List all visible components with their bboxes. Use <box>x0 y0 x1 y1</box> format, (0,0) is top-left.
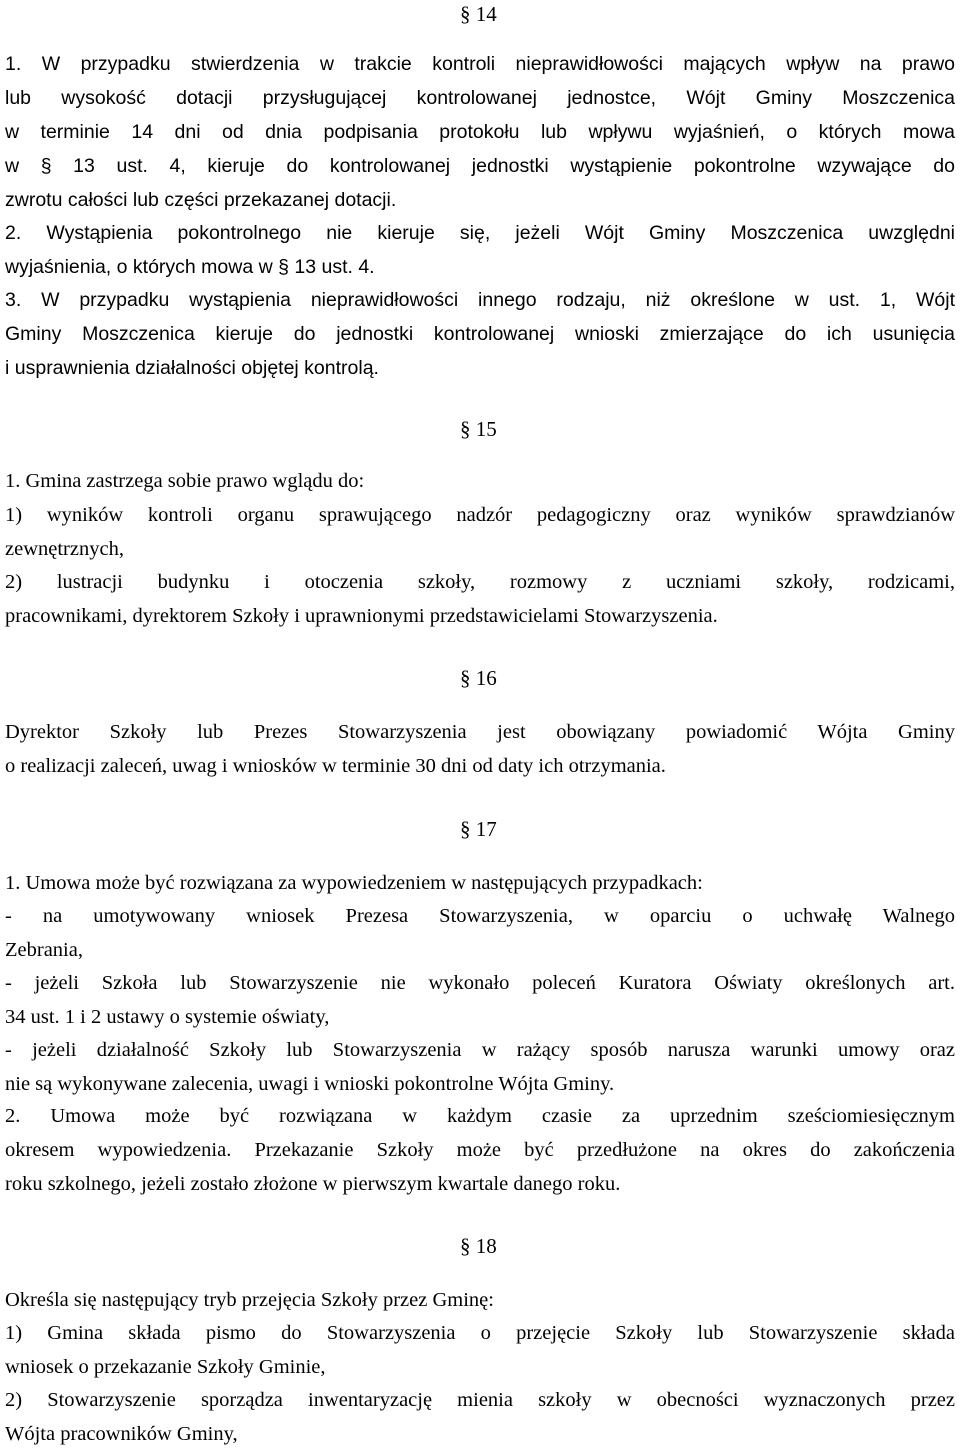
text-line: Dyrektor Szkoły lub Prezes Stowarzyszenia jest obowiązany powiadomić Wójta Gminy <box>5 721 955 743</box>
text-line: 34 ust. 1 i 2 ustawy o systemie oświaty, <box>5 1006 330 1028</box>
paragraph-17-2 <box>5 1099 955 1201</box>
text-line: 2. Wystąpienia pokontrolnego nie kieruje się, jeżeli Wójt Gminy Moszczenica uwzględni <box>5 222 955 244</box>
text-line: nie są wykonywane zalecenia, uwagi i wnioski pokontrolne Wójta Gminy. <box>5 1073 615 1095</box>
text-line: zewnętrznych, <box>5 538 124 560</box>
section-heading-18: § 18 <box>460 1234 497 1258</box>
text-line: 1) Gmina składa pismo do Stowarzyszenia o przejęcie Szkoły lub Stowarzyszenie składa <box>5 1322 955 1344</box>
text-line: Wójta pracowników Gminy, <box>5 1423 238 1445</box>
paragraph-18-item-2 <box>5 1383 955 1451</box>
text-line: okresem wypowiedzenia. Przekazanie Szkoły może być przedłużone na okres do zakończenia <box>5 1139 955 1161</box>
paragraph-14-2 <box>5 216 955 284</box>
section-heading-16: § 16 <box>460 666 497 690</box>
text-line: Określa się następujący tryb przejęcia Szkoły przez Gminę: <box>5 1289 494 1311</box>
section-heading-14: § 14 <box>460 2 497 26</box>
text-line: 3. W przypadku wystąpienia nieprawidłowości innego rodzaju, niż określone w ust. 1, Wójt <box>5 289 955 311</box>
text-line: Gminy Moszczenica kieruje do jednostki kontrolowanej wnioski zmierzające do ich usunięcia <box>5 323 955 345</box>
text-line: lub wysokość dotacji przysługującej kontrolowanej jednostce, Wójt Gminy Moszczenica <box>5 87 955 109</box>
text-line: i usprawnienia działalności objętej kontrolą. <box>5 357 379 379</box>
text-line: w terminie 14 dni od dnia podpisania protokołu lub wpływu wyjaśnień, o których mowa <box>5 121 955 143</box>
text-line: wniosek o przekazanie Szkoły Gminie, <box>5 1356 326 1378</box>
text-line: 1) wyników kontroli organu sprawującego nadzór pedagogiczny oraz wyników sprawdzianów <box>5 504 955 526</box>
paragraph-15-item-1 <box>5 498 955 566</box>
text-line: Zebrania, <box>5 939 83 961</box>
paragraph-17-intro <box>5 866 955 900</box>
text-line: - jeżeli Szkoła lub Stowarzyszenie nie wykonało poleceń Kuratora Oświaty określonych art. <box>5 972 955 994</box>
text-line: - jeżeli działalność Szkoły lub Stowarzyszenia w rażący sposób narusza warunki umowy oraz <box>5 1039 955 1061</box>
paragraph-17-bullet-3 <box>5 1033 955 1101</box>
text-line: o realizacji zaleceń, uwag i wniosków w terminie 30 dni od daty ich otrzymania. <box>5 755 666 777</box>
text-line: wyjaśnienia, o których mowa w § 13 ust. 4. <box>5 256 375 278</box>
paragraph-16 <box>5 715 955 783</box>
paragraph-18-intro <box>5 1283 955 1317</box>
text-line: roku szkolnego, jeżeli zostało złożone w pierwszym kwartale danego roku. <box>5 1173 621 1195</box>
paragraph-14-1 <box>5 47 955 217</box>
text-line: - na umotywowany wniosek Prezesa Stowarzyszenia, w oparciu o uchwałę Walnego <box>5 905 955 927</box>
section-heading-17: § 17 <box>460 817 497 841</box>
text-line: zwrotu całości lub części przekazanej dotacji. <box>5 189 397 211</box>
text-line: 1. Umowa może być rozwiązana za wypowiedzeniem w następujących przypadkach: <box>5 872 703 894</box>
text-line: pracownikami, dyrektorem Szkoły i uprawnionymi przedstawicielami Stowarzyszenia. <box>5 605 718 627</box>
paragraph-18-item-1 <box>5 1316 955 1384</box>
text-line: 1. Gmina zastrzega sobie prawo wglądu do: <box>5 470 365 492</box>
paragraph-17-bullet-2 <box>5 966 955 1034</box>
text-line: 2. Umowa może być rozwiązana w każdym czasie za uprzednim sześciomiesięcznym <box>5 1105 955 1127</box>
section-heading-15: § 15 <box>460 417 497 441</box>
paragraph-15-item-2 <box>5 565 955 633</box>
text-line: 2) lustracji budynku i otoczenia szkoły, rozmowy z uczniami szkoły, rodzicami, <box>5 571 955 593</box>
text-line: 2) Stowarzyszenie sporządza inwentaryzację mienia szkoły w obecności wyznaczonych przez <box>5 1389 955 1411</box>
text-line: 1. W przypadku stwierdzenia w trakcie kontroli nieprawidłowości mających wpływ na prawo <box>5 53 955 75</box>
paragraph-14-3 <box>5 283 955 385</box>
paragraph-17-bullet-1 <box>5 899 955 967</box>
text-line: w § 13 ust. 4, kieruje do kontrolowanej jednostki wystąpienie pokontrolne wzywające do <box>5 155 955 177</box>
paragraph-15-intro <box>5 464 955 498</box>
